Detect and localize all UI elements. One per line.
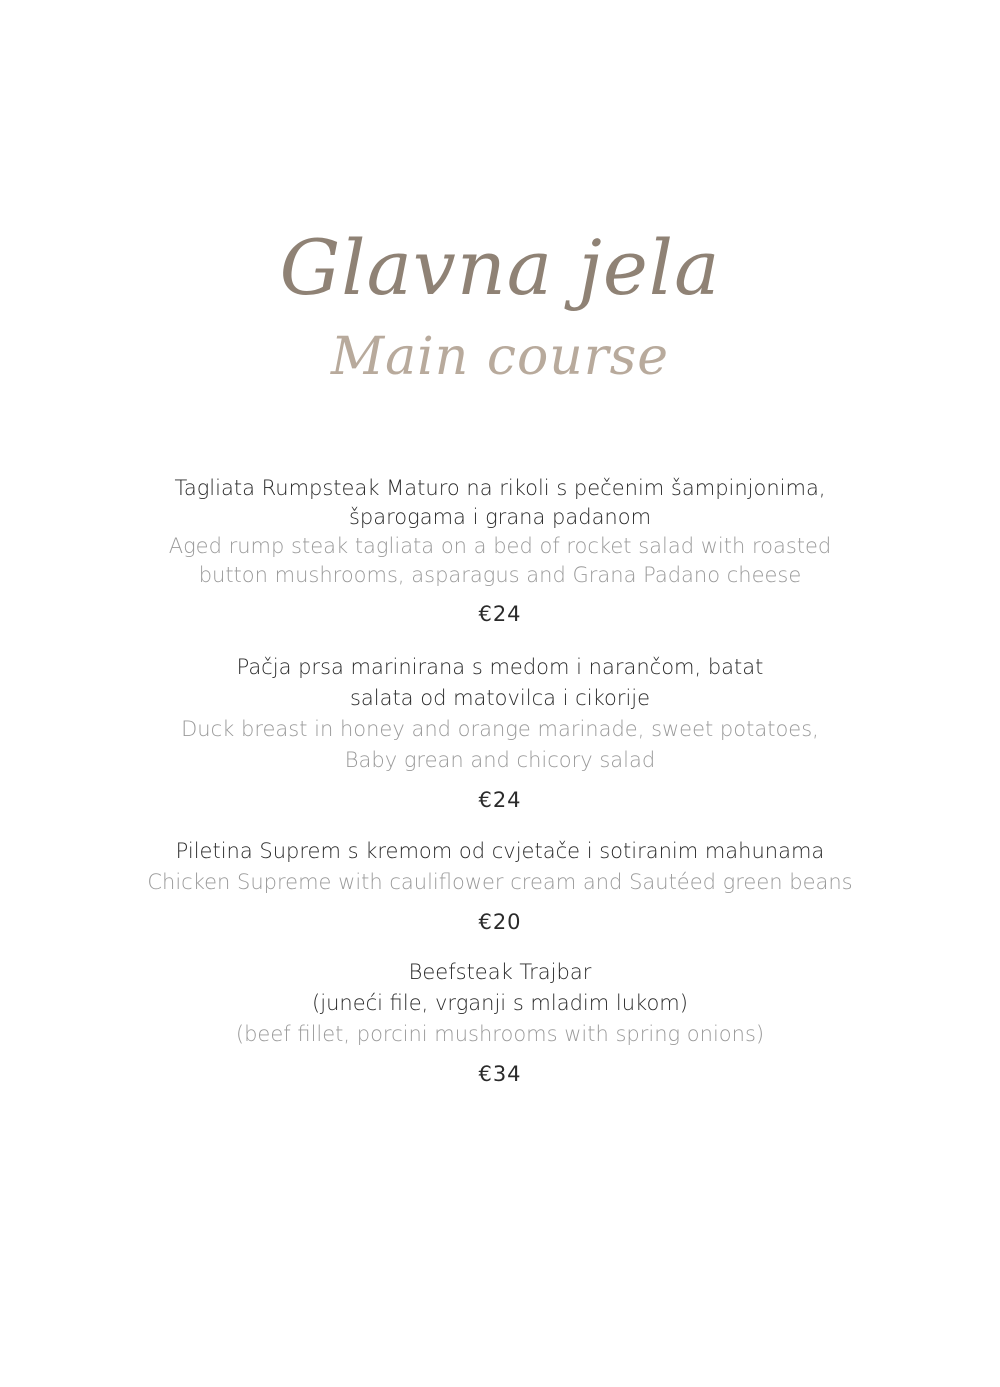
dish-price: €34 [478, 1062, 522, 1086]
dish-name-croatian: salata od matovilca i cikorije [349, 686, 651, 710]
dish-description-english: Baby grean and chicory salad [344, 748, 656, 772]
dish-description-english: Aged rump steak tagliata on a bed of rocket salad with roasted [168, 534, 832, 558]
dish-price: €24 [478, 788, 522, 812]
dish-name-croatian: (juneći file, vrganji s mladim lukom) [312, 991, 688, 1015]
dish-name-croatian: Beefsteak Trajbar [408, 960, 592, 984]
dish-item [0, 652, 1000, 815]
dish-name-croatian: šparogama i grana padanom [348, 505, 652, 529]
dish-item [0, 474, 1000, 629]
dish-item [0, 836, 1000, 937]
dish-name-croatian: Piletina Suprem s kremom od cvjetače i sotiranim mahunama [175, 839, 825, 863]
dish-price: €20 [478, 910, 522, 934]
dish-description-english: (beef fillet, porcini mushrooms with spring onions) [235, 1022, 765, 1046]
menu-title-croatian: Glavna jela [279, 223, 721, 312]
dish-name-croatian: Tagliata Rumpsteak Maturo na rikoli s pečenim šampinjonima, [174, 476, 826, 500]
dish-name-croatian: Pačja prsa marinirana s medom i narančom, batat [236, 655, 764, 679]
menu-title-english: Main course [330, 327, 670, 387]
dish-description-english: Duck breast in honey and orange marinade, sweet potatoes, [181, 717, 819, 741]
dish-price: €24 [478, 602, 522, 626]
dish-list [0, 474, 1000, 1089]
dish-description-english: button mushrooms, asparagus and Grana Padano cheese [198, 563, 802, 587]
dish-description-english: Chicken Supreme with cauliflower cream and Sautéed green beans [147, 870, 853, 894]
dish-item [0, 957, 1000, 1089]
